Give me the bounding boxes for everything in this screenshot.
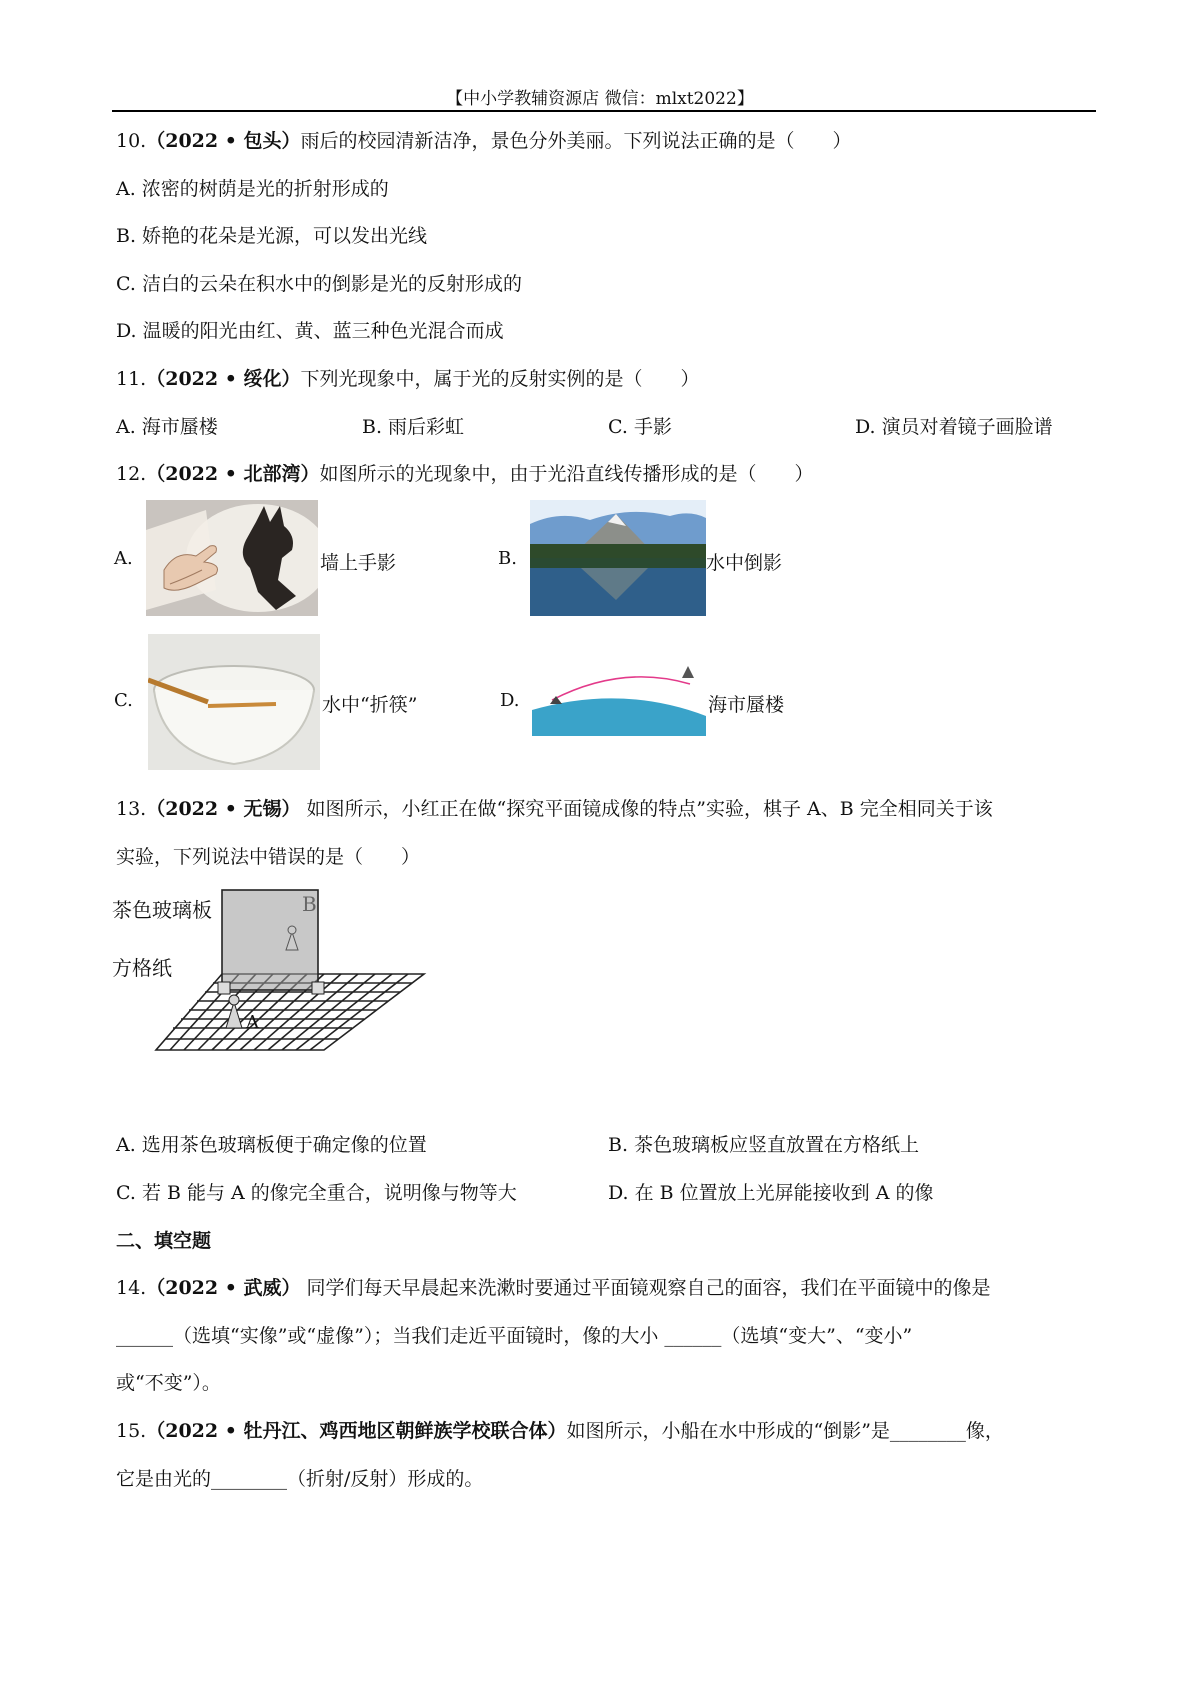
q14-line3: 或“不变”）。 — [116, 1372, 221, 1394]
q10-source: （2022 • 包头） — [146, 130, 301, 152]
q12-caption-a: 墙上手影 — [320, 552, 397, 574]
q10-stem: 雨后的校园清新洁净，景色分外美丽。下列说法正确的是（ ） — [300, 130, 852, 152]
figure-label-a: A — [246, 1012, 259, 1033]
q13-option-a: A. 选用茶色玻璃板便于确定像的位置 — [116, 1134, 427, 1156]
q14-text-1: 同学们每天早晨起来洗漱时要通过平面镜观察自己的面容，我们在平面镜中的像是 — [300, 1277, 991, 1299]
q13-stem-line2: 实验，下列说法中错误的是（ ） — [116, 846, 421, 868]
q15-line1 — [116, 1416, 1004, 1443]
q11-option-b: B. 雨后彩虹 — [362, 416, 465, 438]
q13-option-c: C. 若 B 能与 A 的像完全重合，说明像与物等大 — [116, 1182, 517, 1204]
q11-source: （2022 • 绥化） — [146, 368, 301, 390]
q10-number: 10. — [116, 130, 147, 152]
q15-number: 15. — [116, 1420, 147, 1442]
bent-chopstick-image — [148, 634, 320, 770]
q12-number: 12. — [116, 463, 147, 485]
q10-option-b: B. 娇艳的花朵是光源，可以发出光线 — [116, 225, 428, 247]
q12-letter-d: D. — [500, 690, 520, 711]
q15-line2: 它是由光的________（折射/反射）形成的。 — [116, 1468, 484, 1490]
page-header: 【中小学教辅资源店 微信：mlxt2022】 — [446, 89, 754, 109]
q12-caption-c: 水中“折筷” — [322, 694, 418, 716]
q12-letter-b: B. — [498, 548, 517, 569]
hand-shadow-image — [146, 500, 318, 616]
q11-number: 11. — [116, 368, 147, 390]
q15-text-1: 如图所示，小船在水中形成的“倒影”是________像， — [566, 1420, 1004, 1442]
mirage-image — [532, 660, 706, 736]
water-reflection-image — [530, 500, 706, 616]
figure-label-paper: 方格纸 — [112, 956, 172, 980]
q14-source: （2022 • 武威） — [146, 1277, 301, 1299]
q15-source: （2022 • 牡丹江、鸡西地区朝鲜族学校联合体） — [146, 1420, 567, 1442]
q11-option-a: A. 海市蜃楼 — [116, 416, 218, 438]
q13-number: 13. — [116, 798, 147, 820]
q13-source: （2022 • 无锡） — [146, 798, 301, 820]
q13-option-d: D. 在 B 位置放上光屏能接收到 A 的像 — [608, 1182, 934, 1204]
section-title-fill-in: 二、填空题 — [116, 1230, 212, 1252]
q11-option-c: C. 手影 — [608, 416, 672, 438]
q12-source: （2022 • 北部湾） — [146, 463, 320, 485]
q12-caption-d: 海市蜃楼 — [708, 694, 785, 716]
q11-stem: 下列光现象中，属于光的反射实例的是（ ） — [300, 368, 700, 390]
q12-stem-line — [116, 459, 814, 486]
q12-caption-b: 水中倒影 — [706, 552, 783, 574]
q14-number: 14. — [116, 1277, 147, 1299]
q12-letter-a: A. — [114, 548, 133, 569]
q14-line2: ______（选填“实像”或“虚像”）；当我们走近平面镜时，像的大小 ______（选填“变大”、“变小” — [116, 1325, 913, 1347]
figure-label-b: B — [302, 892, 317, 916]
q11-stem-line — [116, 364, 700, 391]
header-rule — [112, 110, 1096, 112]
q10-option-c: C. 洁白的云朵在积水中的倒影是光的反射形成的 — [116, 273, 522, 295]
q13-option-b: B. 茶色玻璃板应竖直放置在方格纸上 — [608, 1134, 920, 1156]
q12-stem: 如图所示的光现象中，由于光沿直线传播形成的是（ ） — [319, 463, 814, 485]
q10-stem-line — [116, 126, 852, 153]
q13-stem-1: 如图所示，小红正在做“探究平面镜成像的特点”实验，棋子 A、B 完全相同关于该 — [300, 798, 993, 820]
q13-stem-line1 — [116, 794, 993, 821]
q10-option-d: D. 温暖的阳光由红、黄、蓝三种色光混合而成 — [116, 320, 504, 342]
figure-label-glass: 茶色玻璃板 — [112, 898, 212, 922]
q10-option-a: A. 浓密的树荫是光的折射形成的 — [116, 178, 389, 200]
q12-letter-c: C. — [114, 690, 133, 711]
q14-line1 — [116, 1273, 991, 1300]
plane-mirror-experiment-figure — [112, 884, 432, 1056]
q11-option-d: D. 演员对着镜子画脸谱 — [855, 416, 1053, 438]
